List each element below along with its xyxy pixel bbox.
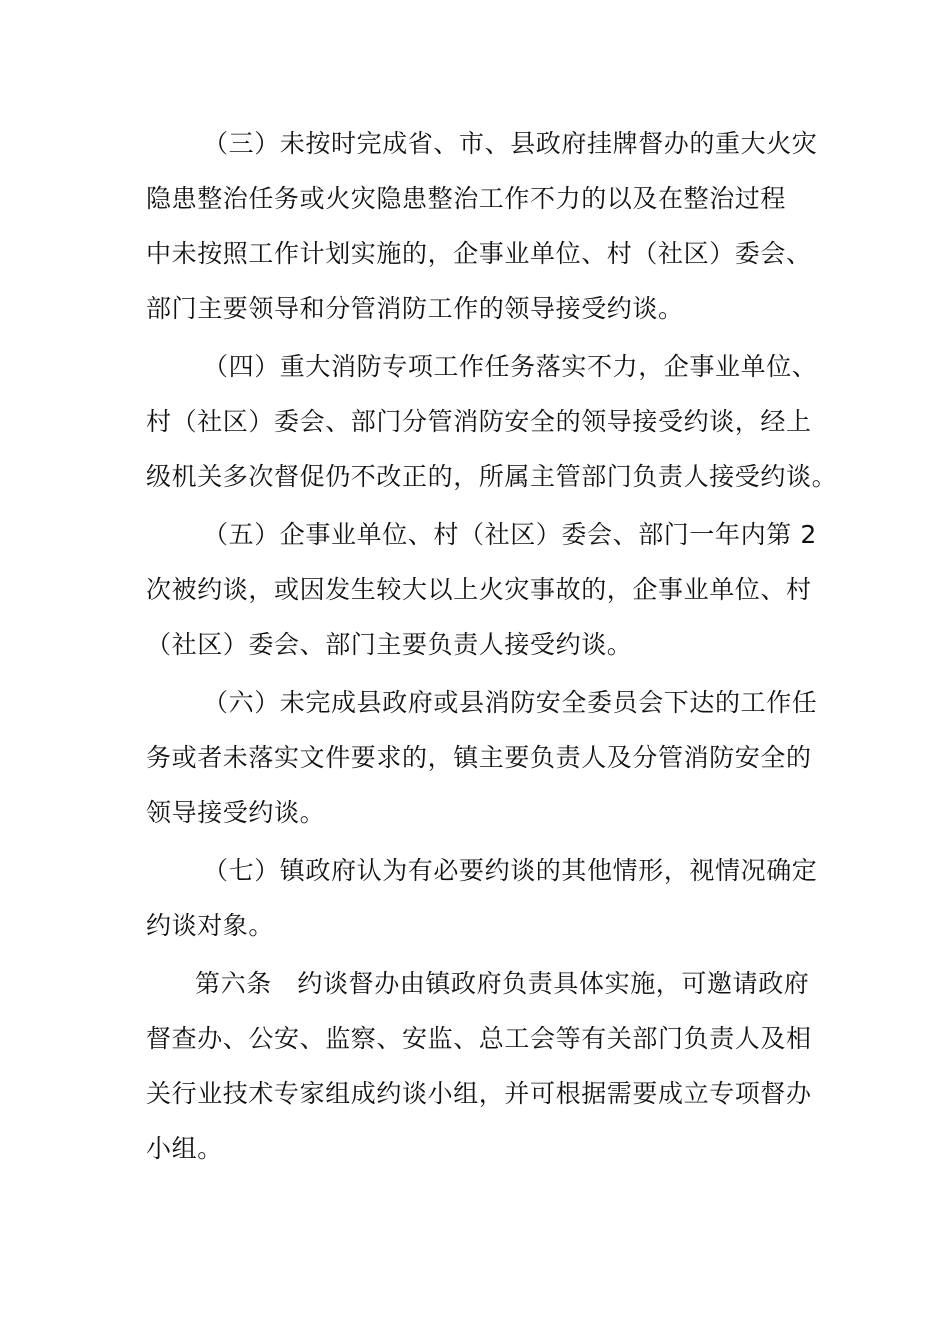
paragraph-5-line-2: 次被约谈，或因发生较大以上火灾事故的，企事业单位、村: [146, 575, 812, 604]
paragraph-4-line-1: （四）重大消防专项工作任务落实不力，企事业单位、: [203, 352, 818, 381]
paragraph-7-line-1: （七）镇政府认为有必要约谈的其他情形，视情况确定: [203, 856, 818, 885]
paragraph-5-line-3: （社区）委会、部门主要负责人接受约谈。: [146, 630, 633, 659]
paragraph-3-line-2: 隐患整治任务或火灾隐患整治工作不力的以及在整治过程: [146, 184, 787, 213]
paragraph-4-line-3: 级机关多次督促仍不改正的，所属主管部门负责人接受约谈。: [146, 462, 838, 491]
paragraph-7-line-2: 约谈对象。: [146, 911, 275, 940]
paragraph-3-line-1: （三）未按时完成省、市、县政府挂牌督办的重大火灾: [203, 129, 818, 158]
paragraph-6-line-2: 务或者未落实文件要求的，镇主要负责人及分管消防安全的: [146, 743, 812, 772]
article-6-line-2: 督查办、公安、监察、安监、总工会等有关部门负责人及相: [146, 1024, 812, 1053]
paragraph-4-line-2: 村（社区）委会、部门分管消防安全的领导接受约谈，经上: [146, 407, 812, 436]
paragraph-5-line-1: （五）企事业单位、村（社区）委会、部门一年内第 2: [203, 520, 817, 549]
paragraph-6-line-1: （六）未完成县政府或县消防安全委员会下达的工作任: [203, 688, 818, 717]
article-6-line-3: 关行业技术专家组成约谈小组，并可根据需要成立专项督办: [146, 1079, 812, 1108]
article-6-line-1: 第六条 约谈督办由镇政府负责具体实施，可邀请政府: [195, 969, 810, 998]
paragraph-6-line-3: 领导接受约谈。: [146, 798, 326, 827]
article-6-line-4: 小组。: [146, 1134, 223, 1163]
paragraph-3-line-3: 中未按照工作计划实施的，企事业单位、村（社区）委会、: [146, 239, 812, 268]
paragraph-3-line-4: 部门主要领导和分管消防工作的领导接受约谈。: [146, 294, 684, 323]
